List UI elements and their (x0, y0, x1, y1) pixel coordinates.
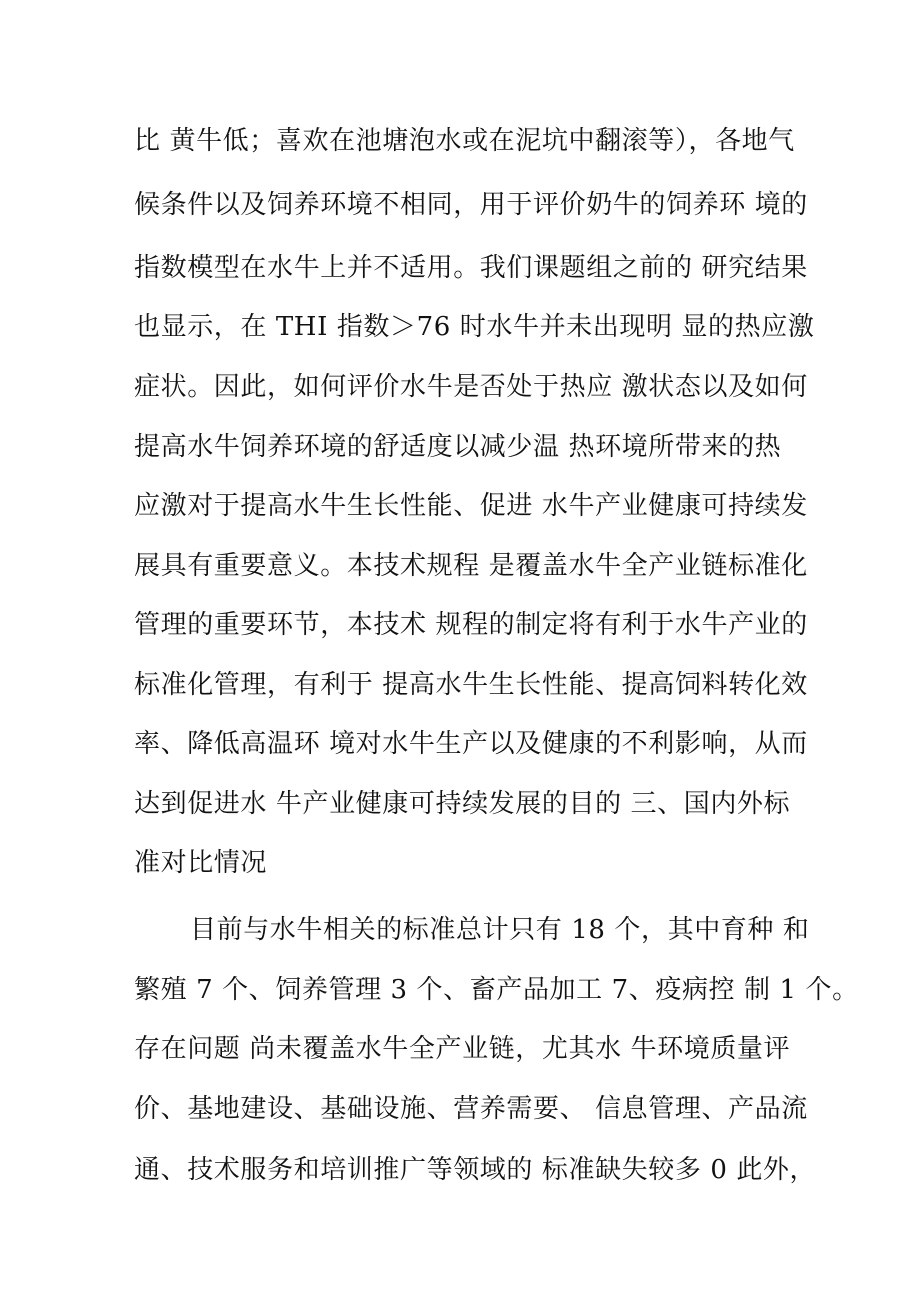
text-line: 达到促进水 牛产业健康可持续发展的目的 三、国内外标 (134, 789, 791, 819)
text-line: 标准化管理，有利于 提高水牛生长性能、提高饲料转化效 (134, 670, 808, 700)
text-line: 症状。因此，如何评价水牛是否处于热应 激状态以及如何 (134, 372, 808, 402)
text-line: 应激对于提高水牛生长性能、促进 水牛产业健康可持续发 (134, 491, 808, 521)
text-line: 通、技术服务和培训推广等领域的 标准缺失较多 0 此外， (134, 1155, 817, 1185)
text-line: 价、基地建设、基础设施、营养需要、 信息管理、产品流 (134, 1094, 808, 1124)
text-line: 繁殖 7 个、饲养管理 3 个、畜产品加工 7、疫病控 制 1 个。 (134, 975, 859, 1005)
text-line: 准对比情况 (134, 848, 268, 878)
text-line: 候条件以及饲养环境不相同，用于评价奶牛的饲养环 境的 (134, 190, 808, 220)
text-line: 展具有重要意义。本技术规程 是覆盖水牛全产业链标准化 (134, 551, 808, 581)
text-line: 管理的重要环节，本技术 规程的制定将有利于水牛产业的 (134, 610, 808, 640)
text-line: 提高水牛饲养环境的舒适度以减少温 热环境所带来的热 (134, 432, 782, 462)
text-line: 比 黄牛低；喜欢在池塘泡水或在泥坑中翻滚等），各地气 (134, 126, 795, 156)
text-line: 率、降低高温环 境对水牛生产以及健康的不利影响，从而 (134, 729, 808, 759)
text-line: 存在问题 尚未覆盖水牛全产业链，尤其水 牛环境质量评 (134, 1034, 791, 1064)
text-line: 也显示，在 THI 指数＞76 时水牛并未出现明 显的热应激 (134, 312, 815, 342)
text-line: 指数模型在水牛上并不适用。我们课题组之前的 研究结果 (134, 253, 808, 283)
text-line: 目前与水牛相关的标准总计只有 18 个，其中育种 和 (190, 915, 810, 945)
